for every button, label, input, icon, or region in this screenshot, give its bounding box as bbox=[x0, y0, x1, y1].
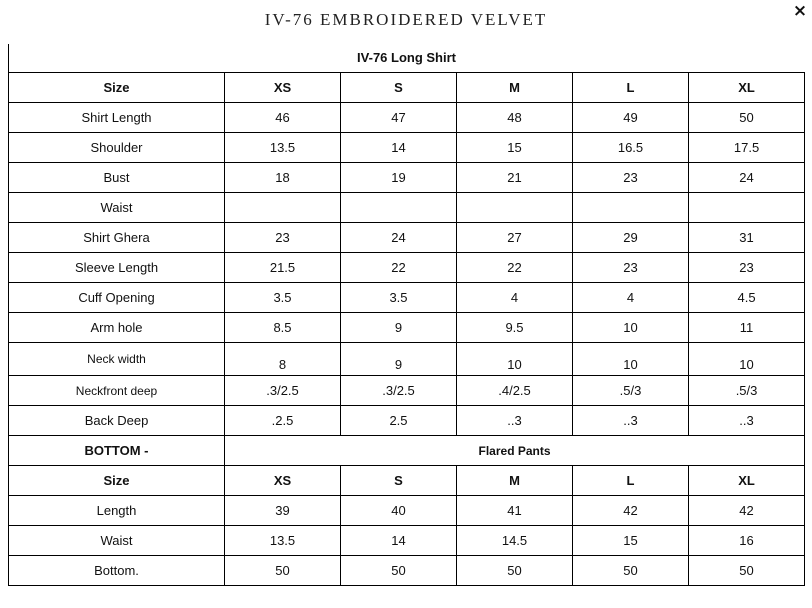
table-row bbox=[9, 223, 805, 253]
table-cell: 10 bbox=[457, 343, 573, 376]
bottom-section-label: BOTTOM - bbox=[9, 436, 225, 466]
size-header-cell: S bbox=[341, 466, 457, 496]
table-cell: 49 bbox=[573, 103, 689, 133]
row-label: Bust bbox=[9, 163, 225, 193]
table-cell: .2.5 bbox=[225, 406, 341, 436]
table-row bbox=[9, 343, 805, 376]
size-header-cell: M bbox=[457, 73, 573, 103]
table-cell: 21 bbox=[457, 163, 573, 193]
table-row bbox=[9, 193, 805, 223]
table-cell bbox=[573, 193, 689, 223]
table-cell: 23 bbox=[573, 253, 689, 283]
row-label: Cuff Opening bbox=[9, 283, 225, 313]
table-cell: 4 bbox=[457, 283, 573, 313]
size-header-cell: XL bbox=[689, 466, 805, 496]
table-cell: 15 bbox=[457, 133, 573, 163]
table-row bbox=[9, 253, 805, 283]
table-cell: 39 bbox=[225, 496, 341, 526]
table-cell: 13.5 bbox=[225, 133, 341, 163]
table-cell: 9.5 bbox=[457, 313, 573, 343]
table-cell: .3/2.5 bbox=[341, 376, 457, 406]
table-cell: 23 bbox=[573, 163, 689, 193]
table-row bbox=[9, 283, 805, 313]
table-cell: 46 bbox=[225, 103, 341, 133]
table-cell: 14 bbox=[341, 526, 457, 556]
table-cell: 18 bbox=[225, 163, 341, 193]
row-label: Shirt Ghera bbox=[9, 223, 225, 253]
row-label: Waist bbox=[9, 193, 225, 223]
table-cell: 23 bbox=[689, 253, 805, 283]
close-icon[interactable]: × bbox=[792, 1, 808, 21]
table-cell: ..3 bbox=[457, 406, 573, 436]
table-cell: 27 bbox=[457, 223, 573, 253]
table-cell: 14.5 bbox=[457, 526, 573, 556]
row-label: Waist bbox=[9, 526, 225, 556]
bottom-section-row bbox=[9, 436, 805, 466]
row-label: Back Deep bbox=[9, 406, 225, 436]
table-row bbox=[9, 376, 805, 406]
table-cell: 22 bbox=[457, 253, 573, 283]
size-header-cell: S bbox=[341, 73, 457, 103]
table-cell: 11 bbox=[689, 313, 805, 343]
table-cell: 24 bbox=[689, 163, 805, 193]
table-cell: 14 bbox=[341, 133, 457, 163]
row-label: Shoulder bbox=[9, 133, 225, 163]
table-cell: ..3 bbox=[573, 406, 689, 436]
row-label: Length bbox=[9, 496, 225, 526]
table-cell: ..3 bbox=[689, 406, 805, 436]
table-cell: 50 bbox=[689, 103, 805, 133]
table-cell bbox=[341, 193, 457, 223]
table-cell: 3.5 bbox=[225, 283, 341, 313]
table-row bbox=[9, 103, 805, 133]
table-cell: 4 bbox=[573, 283, 689, 313]
table-row bbox=[9, 406, 805, 436]
table-cell: 2.5 bbox=[341, 406, 457, 436]
table-cell: 9 bbox=[341, 343, 457, 376]
table-cell: .5/3 bbox=[573, 376, 689, 406]
table-cell: 50 bbox=[225, 556, 341, 586]
table-cell: 47 bbox=[341, 103, 457, 133]
table-cell: 50 bbox=[689, 556, 805, 586]
table-row bbox=[9, 556, 805, 586]
modal-title: IV-76 EMBROIDERED VELVET bbox=[264, 10, 548, 29]
table-cell: 23 bbox=[225, 223, 341, 253]
row-label: Bottom. bbox=[9, 556, 225, 586]
bottom-section-name: Flared Pants bbox=[225, 436, 805, 466]
table-row bbox=[9, 133, 805, 163]
table-cell: 9 bbox=[341, 313, 457, 343]
table-title-row bbox=[9, 43, 805, 73]
table-row bbox=[9, 313, 805, 343]
table-cell: 8.5 bbox=[225, 313, 341, 343]
size-header-cell: L bbox=[573, 466, 689, 496]
table-cell: 10 bbox=[573, 313, 689, 343]
table-cell: 16.5 bbox=[573, 133, 689, 163]
table-cell: 15 bbox=[573, 526, 689, 556]
table-cell: 31 bbox=[689, 223, 805, 253]
size-header-cell: M bbox=[457, 466, 573, 496]
table-cell: .5/3 bbox=[689, 376, 805, 406]
table-cell bbox=[225, 193, 341, 223]
size-header-row bbox=[9, 73, 805, 103]
size-header-cell: XS bbox=[225, 73, 341, 103]
table-cell: 29 bbox=[573, 223, 689, 253]
bottom-size-header-row bbox=[9, 466, 805, 496]
row-label: Arm hole bbox=[9, 313, 225, 343]
size-header-cell: L bbox=[573, 73, 689, 103]
table-cell: 41 bbox=[457, 496, 573, 526]
row-label: Neckfront deep bbox=[9, 376, 225, 406]
table-cell: .4/2.5 bbox=[457, 376, 573, 406]
table-cell: 50 bbox=[341, 556, 457, 586]
table-cell: 48 bbox=[457, 103, 573, 133]
size-header-label: Size bbox=[9, 466, 225, 496]
table-cell: 4.5 bbox=[689, 283, 805, 313]
size-header-cell: XL bbox=[689, 73, 805, 103]
row-label: Sleeve Length bbox=[9, 253, 225, 283]
row-label: Shirt Length bbox=[9, 103, 225, 133]
size-header-label: Size bbox=[9, 73, 225, 103]
table-cell: 24 bbox=[341, 223, 457, 253]
table-cell: 8 bbox=[225, 343, 341, 376]
table-cell: 42 bbox=[689, 496, 805, 526]
table-cell: 50 bbox=[457, 556, 573, 586]
table-cell: 50 bbox=[573, 556, 689, 586]
table-row bbox=[9, 163, 805, 193]
size-chart-table bbox=[8, 43, 805, 586]
table-row bbox=[9, 496, 805, 526]
table-cell: .3/2.5 bbox=[225, 376, 341, 406]
size-header-cell: XS bbox=[225, 466, 341, 496]
table-cell: 3.5 bbox=[341, 283, 457, 313]
table-cell bbox=[689, 193, 805, 223]
table-cell: 10 bbox=[573, 343, 689, 376]
table-cell: 19 bbox=[341, 163, 457, 193]
table-cell: 40 bbox=[341, 496, 457, 526]
table-cell: 42 bbox=[573, 496, 689, 526]
table-cell: 22 bbox=[341, 253, 457, 283]
table-cell bbox=[457, 193, 573, 223]
table-cell: 10 bbox=[689, 343, 805, 376]
table-cell: 13.5 bbox=[225, 526, 341, 556]
table-cell: 17.5 bbox=[689, 133, 805, 163]
row-label: Neck width bbox=[9, 343, 225, 376]
table-cell: 16 bbox=[689, 526, 805, 556]
table-title: IV-76 Long Shirt bbox=[9, 43, 805, 73]
table-cell: 21.5 bbox=[225, 253, 341, 283]
table-row bbox=[9, 526, 805, 556]
